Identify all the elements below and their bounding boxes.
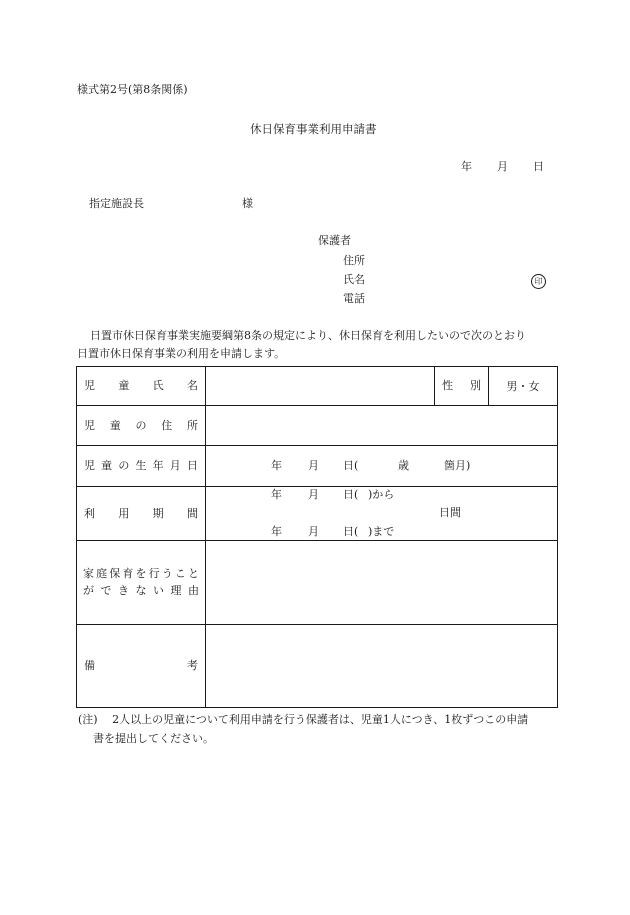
gender-char-2: 別 — [470, 379, 481, 392]
period-from-day: 日( — [343, 488, 359, 501]
child-address-row — [77, 406, 558, 446]
remarks-char-1: 備 — [84, 659, 95, 672]
child-address-field[interactable] — [206, 406, 558, 446]
child-name-field[interactable] — [206, 367, 435, 406]
child-name-char-3: 氏 — [152, 379, 164, 392]
reason-field[interactable] — [206, 541, 558, 625]
child-name-row — [77, 367, 558, 406]
reason-l1-char-7: う — [161, 567, 173, 580]
child-name-char-2: 童 — [118, 379, 130, 392]
child-name-label — [77, 367, 206, 406]
birthdate-label — [77, 446, 206, 487]
reason-l1-char-4: 育 — [122, 567, 134, 580]
intro-line-2: 日置市休日保育事業の利用を申請します。 — [77, 347, 286, 360]
reason-l2-char-7: 由 — [188, 584, 199, 597]
remarks-row — [77, 625, 558, 708]
gender-label — [435, 367, 489, 406]
birthdate-char-1: 児 — [84, 459, 95, 472]
reason-l1-char-3: 保 — [109, 567, 121, 580]
form-number: 様式第2号(第8条関係) — [77, 83, 188, 96]
reason-l1-char-1: 家 — [83, 567, 94, 580]
intro-line-1: 日置市休日保育事業実施要綱第8条の規定により、休日保育を利用したいので次のとおり — [90, 329, 526, 342]
age-months-label: 箇月) — [444, 459, 471, 472]
period-days-label: 日間 — [439, 506, 461, 519]
addressee-honorific: 様 — [242, 197, 253, 210]
period-to-year: 年 — [271, 525, 282, 538]
child-address-char-1: 児 — [84, 418, 95, 432]
guardian-label: 保護者 — [318, 234, 351, 247]
reason-l2-char-2: で — [100, 584, 112, 597]
period-char-2: 用 — [118, 506, 130, 520]
birthdate-char-3: の — [118, 459, 130, 472]
period-to-month: 月 — [308, 525, 319, 538]
child-address-char-3: の — [135, 418, 147, 432]
birthdate-row — [77, 446, 558, 487]
period-char-1: 利 — [84, 506, 95, 520]
reason-l1-char-8: こ — [174, 567, 186, 580]
birthdate-char-6: 月 — [169, 459, 181, 472]
reason-l2-char-1: が — [83, 584, 94, 597]
period-char-3: 期 — [152, 506, 164, 520]
addressee-label: 指定施設長 — [89, 197, 144, 210]
birth-year-label: 年 — [271, 459, 282, 472]
reason-l2-char-6: 理 — [170, 584, 182, 597]
period-char-4: 間 — [186, 506, 198, 520]
note-line-2: 書を提出してください。 — [93, 732, 214, 745]
age-years-label: 歳 — [398, 459, 409, 472]
date-year-label: 年 — [461, 160, 472, 173]
seal-mark: 印 — [531, 274, 546, 289]
birthdate-char-5: 年 — [152, 459, 164, 472]
child-name-char-1: 児 — [84, 379, 95, 392]
birthdate-field[interactable] — [206, 446, 558, 487]
child-name-char-4: 名 — [186, 379, 198, 392]
birth-month-label: 月 — [308, 459, 319, 472]
note-line-1: (注) 2人以上の児童について利用申請を行う保護者は、児童1人につき、1枚ずつこの申請 — [78, 713, 529, 726]
application-table — [76, 366, 558, 708]
birthdate-char-2: 童 — [101, 459, 113, 472]
reason-label — [77, 541, 206, 625]
gender-options[interactable] — [489, 367, 558, 406]
reason-row — [77, 541, 558, 625]
date-month-label: 月 — [497, 160, 508, 173]
reason-l1-char-6: 行 — [148, 567, 160, 580]
guardian-name-label: 氏名 — [343, 273, 365, 286]
period-field[interactable] — [206, 487, 558, 541]
birthdate-char-4: 生 — [135, 459, 147, 472]
reason-l1-char-5: を — [135, 567, 147, 580]
period-to-day: 日( — [343, 525, 359, 538]
guardian-phone-label: 電話 — [343, 292, 365, 305]
guardian-address-label: 住所 — [343, 254, 365, 267]
period-to-suffix: )まで — [368, 525, 395, 538]
period-row — [77, 487, 558, 541]
child-address-char-5: 所 — [187, 418, 198, 432]
date-day-label: 日 — [533, 160, 544, 173]
gender-char-1: 性 — [442, 379, 453, 392]
gender-value: 男・女 — [506, 380, 540, 393]
period-from-month: 月 — [308, 488, 319, 501]
period-from-year: 年 — [271, 488, 282, 501]
remarks-field[interactable] — [206, 625, 558, 708]
birthdate-char-7: 日 — [186, 459, 198, 472]
child-address-char-4: 住 — [161, 418, 173, 432]
reason-l2-char-4: な — [135, 584, 147, 597]
reason-l1-char-2: 庭 — [96, 567, 108, 580]
period-label — [77, 487, 206, 541]
document-title: 休日保育事業利用申請書 — [250, 122, 377, 136]
period-from-suffix: )から — [368, 488, 395, 501]
child-address-char-2: 童 — [109, 418, 121, 432]
reason-l1-char-9: と — [188, 567, 199, 580]
reason-l2-char-3: き — [118, 584, 129, 597]
reason-l2-char-5: い — [153, 584, 164, 597]
child-address-label — [77, 406, 206, 446]
birth-day-label: 日( — [343, 459, 359, 472]
remarks-label — [77, 625, 206, 708]
remarks-char-2: 考 — [187, 659, 198, 672]
